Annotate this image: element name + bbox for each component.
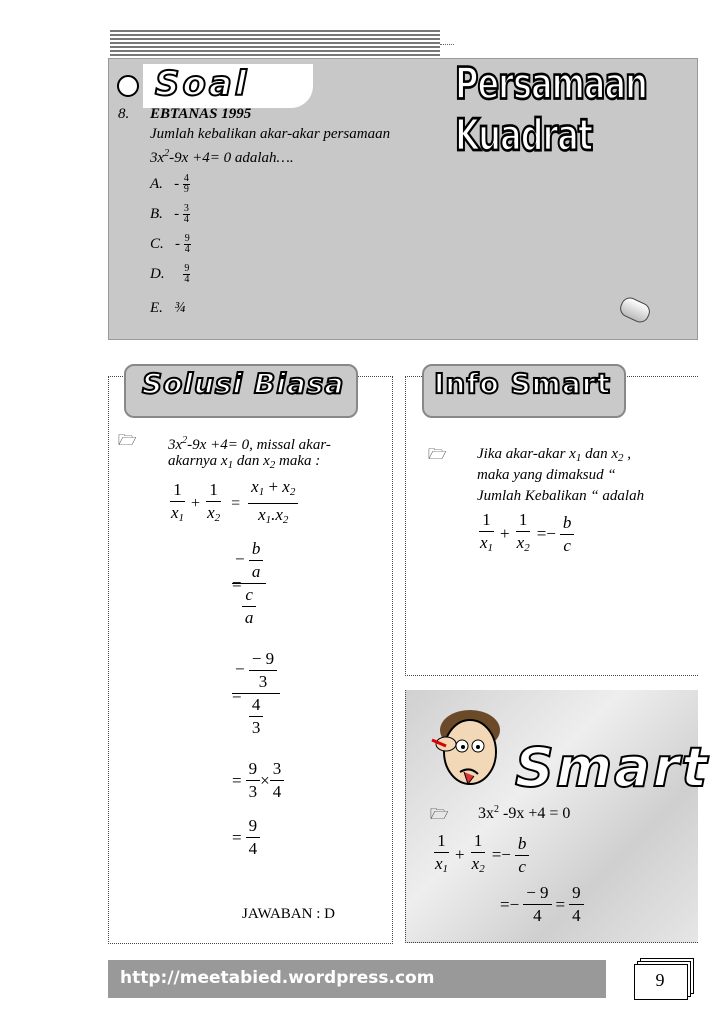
folder-icon: 🗁 [118, 433, 137, 449]
option-c: C. - $\frac{9}{4}$ [150, 233, 190, 256]
step-result: = $\frac{9}{4}$ [232, 815, 260, 860]
circle-bullet-icon [117, 75, 139, 97]
soal-label: Soal [155, 64, 250, 104]
question-source: EBTANAS 1995 [150, 106, 252, 122]
step-b-over-a: − $\frac{b}{a}$ $\frac{c}{a}$ [232, 538, 266, 629]
smart-formula: $\frac{1}{x_1}$ + $\frac{1}{x_2}$ =− $\frac{b}{c}$ [432, 830, 529, 880]
step-1-equals: = [232, 575, 242, 594]
step-2-equals: = [232, 686, 242, 705]
question-number: 8. [118, 106, 130, 122]
option-e: E. ¾ [150, 300, 186, 316]
solusi-line-2: akarnya $x_1$ dan $x_2$ maka : [168, 453, 321, 471]
info-formula: $\frac{1}{x_1}$ + $\frac{1}{x_2}$ =− $\frac{b}{c}$ [477, 509, 574, 559]
info-line-2: maka yang dimaksud “ [477, 467, 616, 483]
option-b: B. - $\frac{3}{4}$ [150, 203, 189, 226]
option-d: D. $\frac{9}{4}$ [150, 263, 190, 286]
page-number: 9 [655, 970, 665, 990]
step-multiply: = $\frac{9}{3}$ × $\frac{3}{4}$ [232, 758, 284, 803]
header-stripes [110, 30, 440, 56]
thinking-face-icon [420, 700, 510, 810]
page-title: Persamaan Kuadrat [455, 58, 647, 161]
solusi-formula: $\frac{1}{x_1}$ + $\frac{1}{x_2}$ = $\frac{x_1 + x_2}{x_1.x_2}$ [168, 476, 298, 531]
header-dotted-line [440, 44, 454, 45]
question-line-1: Jumlah kebalikan akar-akar persamaan [150, 126, 391, 142]
answer-text: JAWABAN : D [242, 906, 335, 922]
solusi-line-1: $3x^2-9x +4= 0$, missal akar- [168, 435, 331, 453]
step-substitute: − $\frac{- 9}{3}$ $\frac{4}{3}$ [232, 648, 280, 739]
option-a: A. - $\frac{4}{9}$ [150, 173, 189, 196]
info-title: Info Smart [434, 367, 611, 400]
smart-result: =− $\frac{- 9}{4}$ = $\frac{9}{4}$ [500, 882, 584, 927]
footer-url[interactable]: http://meetabied.wordpress.com [120, 968, 435, 988]
question-line-2: $3x^2-9x +4= 0$ adalah…. [150, 148, 294, 166]
info-line-3: Jumlah Kebalikan “ adalah [477, 488, 645, 504]
folder-icon: 🗁 [428, 447, 447, 463]
smart-equation: $3x^2$ -9x +4 = 0 [478, 804, 571, 822]
solusi-title: Solusi Biasa [142, 367, 345, 400]
smart-title: Smart [515, 736, 710, 799]
info-line-1: Jika akar-akar $x_1$ dan $x_2$ , [477, 446, 631, 464]
folder-icon: 🗁 [430, 807, 449, 823]
